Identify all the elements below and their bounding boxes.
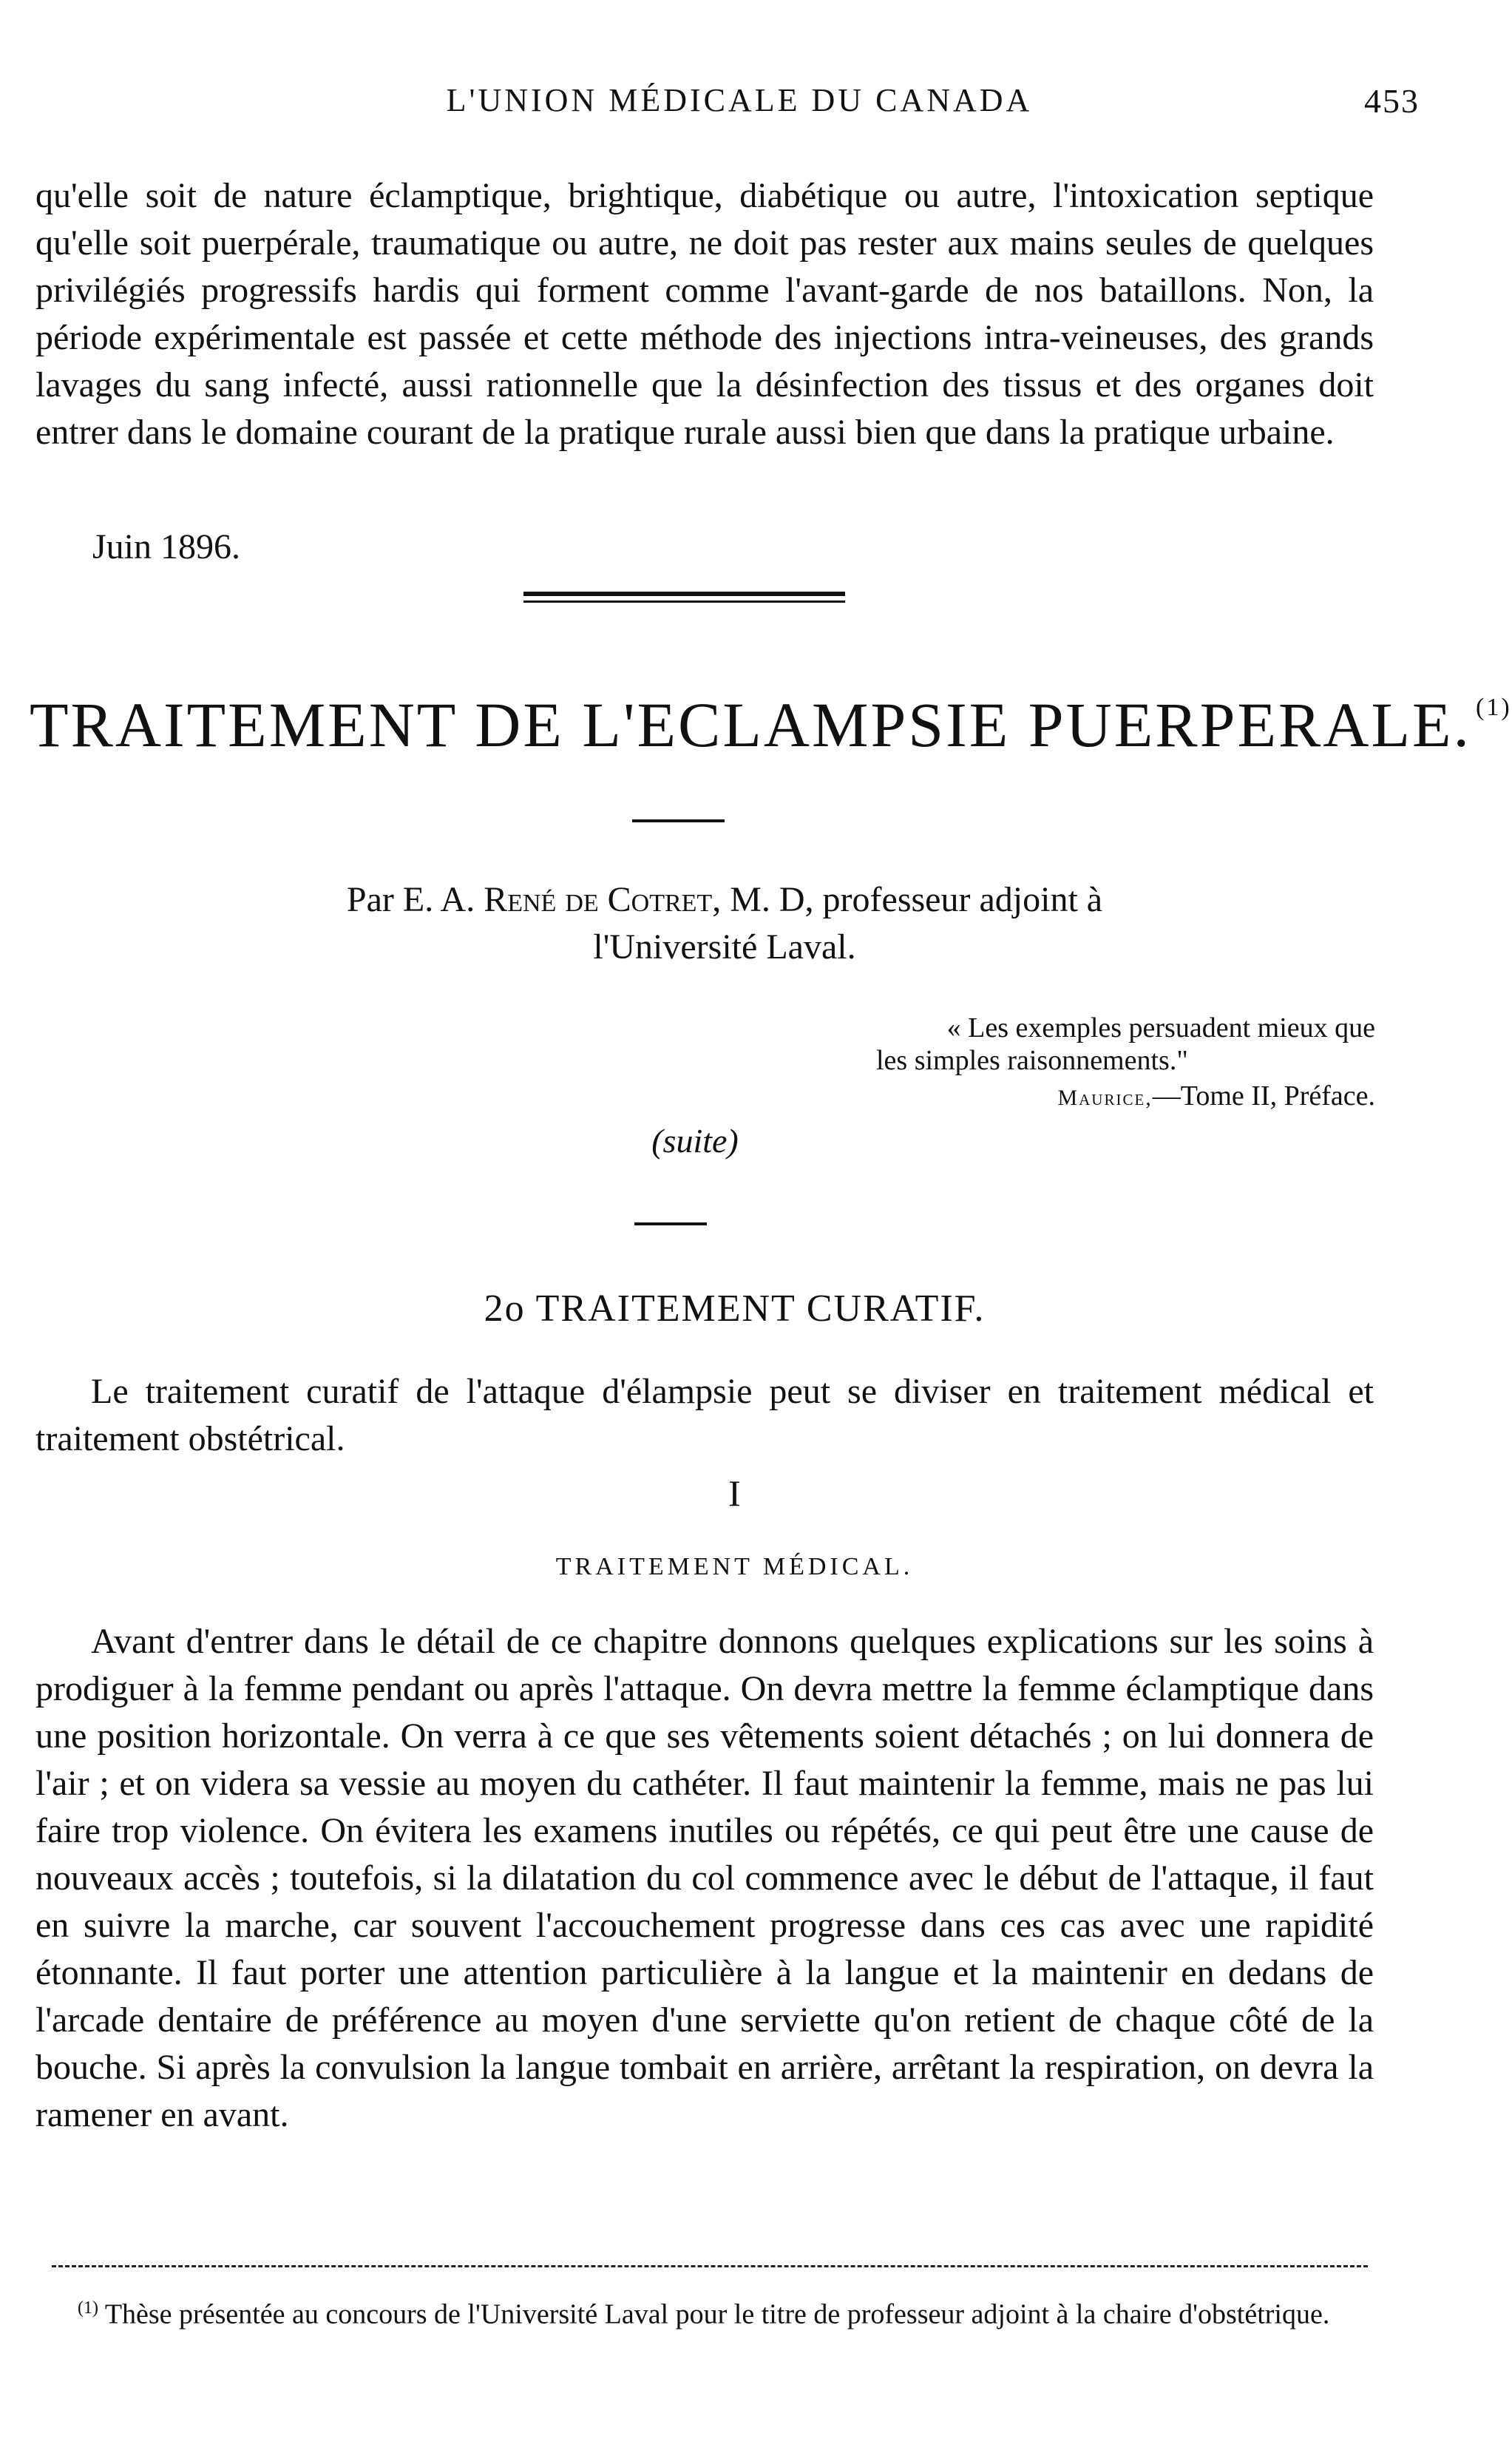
author-line	[74, 876, 1375, 924]
continued-label: (suite)	[651, 1122, 739, 1160]
footnote-divider	[52, 2265, 1368, 2267]
page-header	[44, 81, 1434, 133]
article-title	[30, 688, 1512, 762]
subsection-title: TRAITEMENT MÉDICAL.	[555, 1553, 914, 1580]
author-name: René de Cotret,	[484, 880, 722, 919]
article-title-text: TRAITEMENT DE L'ECLAMPSIE PUERPERALE.	[30, 689, 1472, 760]
epigraph-line-2: les simples raisonnements."	[876, 1045, 1188, 1076]
date-line: Juin 1896.	[92, 527, 241, 566]
short-rule-2	[634, 1222, 707, 1225]
epigraph	[791, 1012, 1375, 1114]
section-intro: Le traitement curatif de l'attaque d'élampsie peut se diviser en traitement médical et traitement obstétrical.	[35, 1372, 1374, 1458]
author-suffix: M. D, professeur adjoint à	[730, 880, 1103, 919]
running-title: L'UNION MÉDICALE DU CANADA	[446, 82, 1033, 118]
short-rule	[632, 819, 725, 822]
section-divider	[523, 592, 845, 603]
intro-paragraph: qu'elle soit de nature éclamptique, brightique, diabétique ou autre, l'intoxication septique qu'elle soit puerpérale, traumatique ou autre, ne doit pas rester aux mains seules de quelques privilégiés progressifs hardis qui forment comme l'avant-garde de nos bataillons. Non, la période expérimentale est passée et cette méthode des injections intra-veineuses, des grands lavages du sang infecté, aussi rationnelle que la désinfection des tissus et des organes doit entrer dans le domaine courant de la pratique rurale aussi bien que dans la pratique urbaine.	[35, 176, 1374, 452]
roman-numeral: I	[728, 1472, 741, 1514]
footnote	[37, 2289, 1375, 2334]
epigraph-author: Maurice,	[1057, 1086, 1153, 1110]
title-footnote-mark: (1)	[1476, 694, 1512, 721]
body-paragraph: Avant d'entrer dans le détail de ce chapitre donnons quelques explications sur les soins à prodiguer à la femme pendant ou après l'attaque. On devra mettre la femme éclamptique dans une position horizontale. On verra à ce que ses vêtements soient détachés ; on lui donnera de l'air ; et on videra sa vessie au moyen du cathéter. Il faut maintenir la femme, mais ne pas lui faire trop violence. On évitera les examens inutiles ou répétés, ce qui peut être une cause de nouveaux accès ; toutefois, si la dilatation du col commence avec le début de l'attaque, il faut en suivre la marche, car souvent l'accouchement progresse dans ces cas avec une rapidité étonnante. Il faut porter une attention particulière à la langue et la maintenir en dedans de l'arcade dentaire de préférence au moyen d'une serviette qu'on retient de chaque côté de la bouche. Si après la convulsion la langue tombait en arrière, arrêtant la respiration, on devra la ramener en avant.	[35, 1622, 1374, 2134]
footnote-mark: (1)	[78, 2298, 98, 2318]
page-number: 453	[1364, 82, 1420, 120]
epigraph-attribution	[791, 1080, 1375, 1114]
epigraph-line-1: « Les exemples persuadent mieux que	[946, 1012, 1375, 1043]
author-prefix: Par E. A.	[346, 880, 475, 919]
author-affiliation: l'Université Laval.	[593, 927, 856, 967]
epigraph-source: —Tome II, Préface.	[1152, 1080, 1375, 1112]
section-title: 2o TRAITEMENT CURATIF.	[484, 1288, 986, 1330]
footnote-text: Thèse présentée au concours de l'Université Laval pour le titre de professeur adjoint à la chaire d'obstétrique.	[104, 2298, 1330, 2330]
